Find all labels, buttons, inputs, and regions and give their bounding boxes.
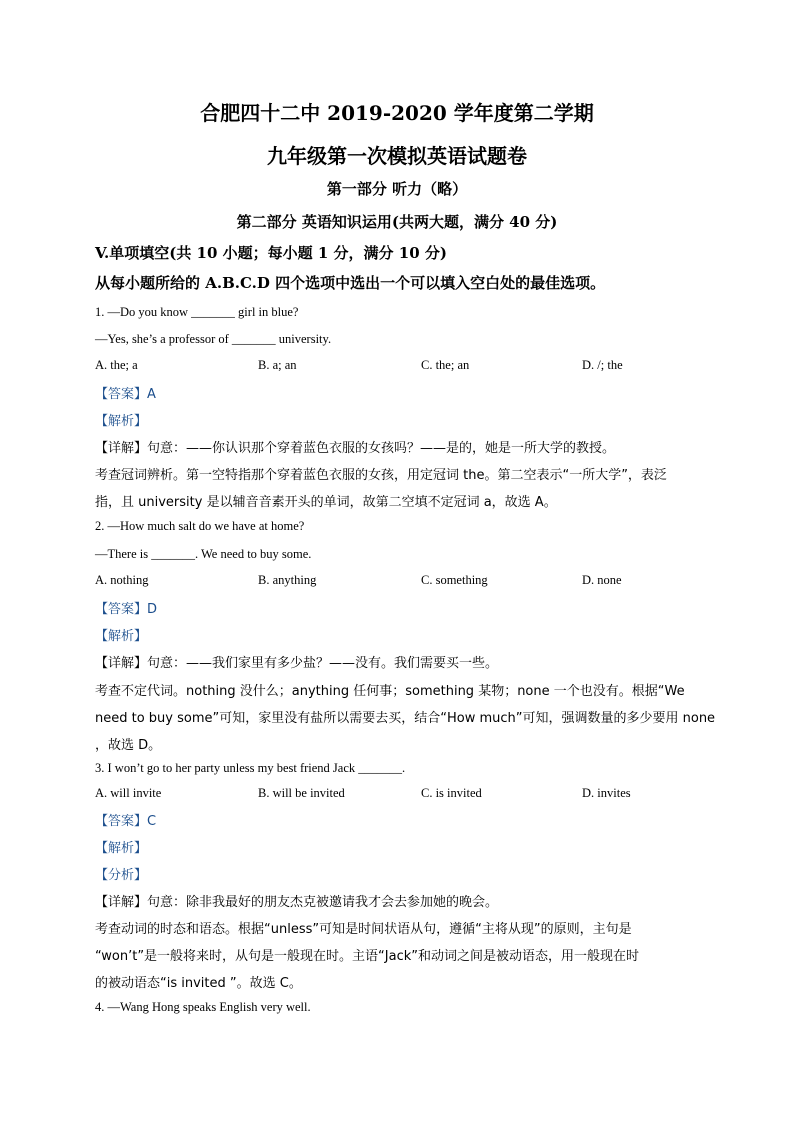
q3-option-d: D. invites	[582, 786, 631, 800]
q3-fenxi-label: 【分析】	[95, 868, 148, 883]
q1-answer: 【答案】A	[95, 387, 156, 402]
q1-explanation-2: 指，且 university 是以辅音音素开头的单词，故第二空填不定冠词 a，故选 A。	[95, 495, 557, 510]
q4-line1: 4. —Wang Hong speaks English very well.	[95, 1000, 311, 1014]
q3-explanation-1: 考查动词的时态和语态。根据“unless”可知是时间状语从句，遵循“主将从现”的原则，主句是	[95, 922, 632, 937]
q3-option-c: C. is invited	[421, 786, 482, 800]
q3-analysis-label: 【解析】	[95, 841, 148, 856]
q2-explanation-3: ，故选 D。	[95, 738, 162, 753]
q1-detail: 【详解】句意：——你认识那个穿着蓝色衣服的女孩吗？——是的，她是一所大学的教授。	[95, 441, 616, 456]
q2-explanation-1: 考查不定代词。nothing 没什么；anything 任何事；something 某物；none 一个也没有。根据“We	[95, 684, 685, 699]
q3-option-a: A. will invite	[95, 786, 162, 800]
q2-answer: 【答案】D	[95, 602, 158, 617]
q2-detail: 【详解】句意：——我们家里有多少盐？——没有。我们需要买一些。	[95, 656, 499, 671]
q2-analysis-label: 【解析】	[95, 629, 148, 644]
exam-subtitle: 九年级第一次模拟英语试题卷	[267, 144, 527, 168]
q3-explanation-3: 的被动语态“is invited ”。故选 C。	[95, 976, 302, 991]
q1-option-b: B. a; an	[258, 358, 297, 372]
q1-analysis-label: 【解析】	[95, 414, 148, 429]
q1-option-d: D. /; the	[582, 358, 623, 372]
q3-answer: 【答案】C	[95, 814, 157, 829]
q1-line1: 1. —Do you know _______ girl in blue?	[95, 305, 299, 319]
q3-detail: 【详解】句意：除非我最好的朋友杰克被邀请我才会去参加她的晚会。	[95, 895, 499, 910]
q3-explanation-2: “won’t”是一般将来时，从句是一般现在时。主语“Jack”和动词之间是被动语态，用一般现在时	[95, 949, 640, 964]
q2-option-c: C. something	[421, 573, 488, 587]
q2-line2: —There is _______. We need to buy some.	[95, 547, 312, 561]
q1-line2: —Yes, she’s a professor of _______ university.	[95, 332, 332, 346]
section-heading: V.单项填空(共 10 小题；每小题 1 分，满分 10 分)	[95, 244, 447, 262]
q1-option-a: A. the; a	[95, 358, 138, 372]
exam-title: 合肥四十二中 2019-2020 学年度第二学期	[200, 101, 594, 125]
q2-option-b: B. anything	[258, 573, 317, 587]
q2-option-d: D. none	[582, 573, 622, 587]
part-two-heading: 第二部分 英语知识运用(共两大题，满分 40 分)	[236, 213, 558, 231]
q2-option-a: A. nothing	[95, 573, 149, 587]
q3-option-b: B. will be invited	[258, 786, 345, 800]
q1-option-c: C. the; an	[421, 358, 470, 372]
q3-line1: 3. I won’t go to her party unless my best friend Jack _______.	[95, 761, 406, 775]
q2-explanation-2: need to buy some”可知，家里没有盐所以需要去买，结合“How much”可知，强调数量的多少要用 none	[95, 711, 716, 726]
section-instruction: 从每小题所给的 A.B.C.D 四个选项中选出一个可以填入空白处的最佳选项。	[95, 274, 606, 292]
part-one-heading: 第一部分 听力（略）	[326, 180, 468, 198]
q1-explanation-1: 考查冠词辨析。第一空特指那个穿着蓝色衣服的女孩，用定冠词 the。第二空表示“一所大学”，表泛	[95, 468, 667, 483]
q2-line1: 2. —How much salt do we have at home?	[95, 519, 305, 533]
